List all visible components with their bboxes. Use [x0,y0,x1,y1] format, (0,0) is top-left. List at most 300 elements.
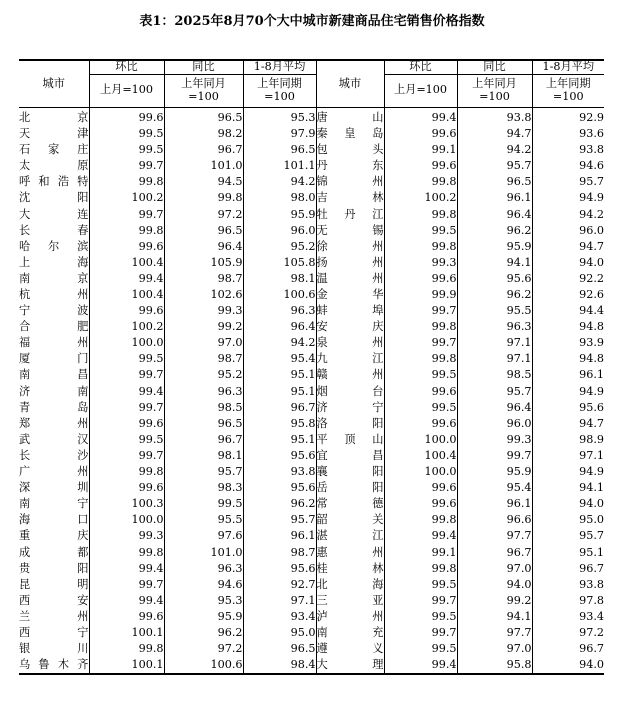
table-row [19,592,604,608]
left-city-cell: 南宁 [19,497,89,511]
left-avg-cell: 95.2 [243,238,316,254]
left-mom-cell: 99.8 [89,464,164,480]
left-avg-cell: 95.1 [243,367,316,383]
left-yoy-cell: 98.3 [164,480,243,496]
right-avg-cell: 94.0 [579,497,604,511]
left-yoy-cell: 95.5 [164,512,243,528]
right-avg-cell: 94.2 [579,207,604,221]
right-avg-cell: 94.8 [579,320,604,334]
right-avg-cell: 94.9 [579,384,604,398]
left-mom-cell: 100.0 [89,335,164,351]
mom-header: 环比 [89,60,164,74]
table-row [19,158,604,174]
left-city-cell: 北京 [19,107,89,126]
table-row [19,512,604,528]
right-mom-cell: 99.8 [384,351,457,367]
table-row [19,528,604,544]
table-row [19,351,604,367]
table-row [19,254,604,270]
left-city-cell: 福州 [19,336,89,350]
left-yoy-cell: 96.4 [164,238,243,254]
table-row [19,480,604,496]
right-yoy-cell: 97.0 [457,560,532,576]
right-mom-cell: 99.6 [384,158,457,174]
right-city-cell: 洛阳 [316,416,384,430]
right-mom-cell: 99.1 [384,544,457,560]
left-mom-cell: 100.1 [89,625,164,641]
right-city-cell: 岳阳 [316,481,384,495]
table-row [19,496,604,512]
city-header: 城市 [19,60,89,107]
right-mom-cell: 99.9 [384,287,457,303]
right-mom-cell: 99.7 [384,625,457,641]
right-mom-cell: 99.5 [384,576,457,592]
left-avg-cell: 98.7 [243,544,316,560]
left-mom-cell: 99.6 [89,480,164,496]
left-city-cell: 杭州 [19,288,89,302]
table-row [19,464,604,480]
right-avg-cell: 92.9 [579,110,604,124]
right-avg-cell: 95.7 [579,529,604,543]
right-mom-cell: 99.6 [384,496,457,512]
table-row [19,270,604,286]
right-city-cell: 大理 [316,657,384,674]
right-yoy-cell: 96.2 [457,287,532,303]
right-city-cell: 泸州 [316,609,384,623]
right-yoy-cell: 97.1 [457,351,532,367]
right-avg-cell: 96.0 [579,223,604,237]
right-avg-cell: 93.4 [579,609,604,623]
right-yoy-cell: 99.7 [457,448,532,464]
left-yoy-cell: 100.6 [164,657,243,674]
left-yoy-cell: 101.0 [164,158,243,174]
right-city-cell: 蚌埠 [316,304,384,318]
left-avg-cell: 96.3 [243,303,316,319]
left-city-cell: 沈阳 [19,191,89,205]
right-yoy-cell: 94.2 [457,142,532,158]
left-city-cell: 乌鲁木齐 [19,657,89,674]
left-yoy-cell: 102.6 [164,287,243,303]
right-city-cell: 北海 [316,577,384,591]
table-row [19,303,604,319]
left-avg-cell: 95.3 [243,107,316,126]
right-avg-cell: 93.8 [579,143,604,157]
right-avg-cell: 98.9 [579,432,604,446]
right-city-cell: 湛江 [316,529,384,543]
left-yoy-cell: 98.7 [164,351,243,367]
avg-base-header: 上年同期=100 [243,74,316,107]
mom-header: 环比 [384,60,457,74]
right-mom-cell: 99.8 [384,206,457,222]
left-yoy-cell: 95.7 [164,464,243,480]
left-city-cell: 郑州 [19,416,89,430]
left-mom-cell: 100.2 [89,319,164,335]
right-yoy-cell: 99.3 [457,431,532,447]
right-mom-cell: 99.7 [384,592,457,608]
mom-base-header: 上月=100 [89,74,164,107]
left-mom-cell: 99.8 [89,174,164,190]
left-yoy-cell: 98.5 [164,399,243,415]
right-avg-cell: 93.9 [579,336,604,350]
right-avg-cell: 95.7 [579,175,604,189]
left-yoy-cell: 95.3 [164,592,243,608]
table-row [19,431,604,447]
yoy-header: 同比 [457,60,532,74]
right-city-cell: 南充 [316,625,384,639]
table-row [19,608,604,624]
right-yoy-cell: 95.8 [457,657,532,674]
right-yoy-cell: 96.4 [457,399,532,415]
left-mom-cell: 99.5 [89,431,164,447]
right-avg-cell: 95.0 [579,513,604,527]
left-mom-cell: 99.8 [89,641,164,657]
right-yoy-cell: 97.7 [457,625,532,641]
left-avg-cell: 95.6 [243,560,316,576]
left-avg-cell: 92.7 [243,576,316,592]
right-yoy-cell: 98.5 [457,367,532,383]
right-city-cell: 温州 [316,271,384,285]
right-mom-cell: 100.0 [384,431,457,447]
left-mom-cell: 100.2 [89,190,164,206]
left-mom-cell: 99.7 [89,399,164,415]
right-city-cell: 安庆 [316,320,384,334]
right-yoy-cell: 94.0 [457,576,532,592]
left-mom-cell: 99.5 [89,142,164,158]
avg-header: 1-8月平均 [532,60,604,74]
right-mom-cell: 99.1 [384,142,457,158]
left-yoy-cell: 98.2 [164,126,243,142]
table-row [19,107,604,126]
left-avg-cell: 95.6 [243,448,316,464]
right-mom-cell: 99.4 [384,528,457,544]
right-avg-cell: 95.6 [579,400,604,414]
left-city-cell: 呼和浩特 [19,175,89,189]
right-city-cell: 济宁 [316,400,384,414]
left-city-cell: 合肥 [19,320,89,334]
table-row [19,641,604,657]
left-mom-cell: 99.6 [89,303,164,319]
price-index-table [19,59,604,675]
right-mom-cell: 99.6 [384,126,457,142]
left-yoy-cell: 94.6 [164,576,243,592]
right-avg-cell: 94.6 [579,159,604,173]
right-avg-cell: 94.4 [579,304,604,318]
left-yoy-cell: 99.5 [164,496,243,512]
table-row [19,544,604,560]
left-avg-cell: 95.4 [243,351,316,367]
left-city-cell: 大连 [19,207,89,221]
right-avg-cell: 94.7 [579,416,604,430]
left-avg-cell: 97.9 [243,126,316,142]
left-mom-cell: 99.6 [89,608,164,624]
mom-base-header: 上月=100 [384,74,457,107]
left-avg-cell: 95.9 [243,206,316,222]
right-city-cell: 无锡 [316,223,384,237]
left-yoy-cell: 97.2 [164,641,243,657]
left-yoy-cell: 96.7 [164,142,243,158]
table-row [19,367,604,383]
left-city-cell: 银川 [19,642,89,656]
left-city-cell: 重庆 [19,529,89,543]
left-avg-cell: 98.0 [243,190,316,206]
right-yoy-cell: 96.1 [457,190,532,206]
left-avg-cell: 95.1 [243,431,316,447]
right-city-cell: 唐山 [316,107,384,126]
right-yoy-cell: 97.7 [457,528,532,544]
left-yoy-cell: 105.9 [164,254,243,270]
left-avg-cell: 95.8 [243,415,316,431]
table-row [19,174,604,190]
right-yoy-cell: 96.5 [457,174,532,190]
table-row [19,448,604,464]
left-city-cell: 西宁 [19,625,89,639]
table-row [19,560,604,576]
left-mom-cell: 99.7 [89,576,164,592]
right-avg-cell: 94.0 [532,657,604,674]
right-avg-cell: 94.1 [579,481,604,495]
right-avg-cell: 97.2 [579,625,604,639]
left-city-cell: 长春 [19,223,89,237]
table-row [19,238,604,254]
table-row [19,399,604,415]
table-row [19,126,604,142]
table-row [19,142,604,158]
right-yoy-cell: 95.9 [457,464,532,480]
left-city-cell: 昆明 [19,577,89,591]
left-mom-cell: 99.5 [89,351,164,367]
right-city-cell: 吉林 [316,191,384,205]
table-row [19,319,604,335]
right-city-cell: 三亚 [316,593,384,607]
left-mom-cell: 99.7 [89,206,164,222]
right-city-cell: 常德 [316,497,384,511]
right-mom-cell: 99.5 [384,367,457,383]
table-row [19,335,604,351]
left-city-cell: 南京 [19,271,89,285]
left-city-cell: 哈尔滨 [19,239,89,253]
left-avg-cell: 94.2 [243,174,316,190]
page-title: 表1：2025年8月70个大中城市新建商品住宅销售价格指数 [139,14,485,29]
right-yoy-cell: 95.9 [457,238,532,254]
right-avg-cell: 96.7 [579,561,604,575]
right-yoy-cell: 96.2 [457,222,532,238]
right-mom-cell: 99.8 [384,560,457,576]
left-mom-cell: 100.1 [89,657,164,674]
left-yoy-cell: 95.9 [164,608,243,624]
right-avg-cell: 94.9 [579,191,604,205]
table-row [19,287,604,303]
left-avg-cell: 105.8 [243,254,316,270]
right-mom-cell: 99.8 [384,174,457,190]
left-city-cell: 兰州 [19,609,89,623]
right-yoy-cell: 97.1 [457,335,532,351]
table-body [19,107,604,674]
left-city-cell: 深圳 [19,481,89,495]
left-city-cell: 宁波 [19,304,89,318]
right-city-cell: 锦州 [316,175,384,189]
right-mom-cell: 100.4 [384,448,457,464]
table-row [19,206,604,222]
right-mom-cell: 99.7 [384,303,457,319]
right-mom-cell: 99.5 [384,222,457,238]
left-mom-cell: 99.7 [89,158,164,174]
right-yoy-cell: 93.8 [457,107,532,126]
right-city-cell: 韶关 [316,513,384,527]
left-yoy-cell: 99.3 [164,303,243,319]
right-mom-cell: 99.4 [384,657,457,674]
right-avg-cell: 93.6 [579,127,604,141]
right-yoy-cell: 94.1 [457,254,532,270]
yoy-header: 同比 [164,60,243,74]
right-city-cell: 扬州 [316,255,384,269]
left-mom-cell: 99.6 [89,238,164,254]
left-mom-cell: 99.4 [89,560,164,576]
right-yoy-cell: 96.7 [457,544,532,560]
right-avg-cell: 97.8 [579,593,604,607]
left-mom-cell: 99.8 [89,222,164,238]
right-mom-cell: 100.0 [384,464,457,480]
left-mom-cell: 99.7 [89,448,164,464]
left-yoy-cell: 96.5 [164,222,243,238]
left-yoy-cell: 96.3 [164,383,243,399]
left-avg-cell: 96.4 [243,319,316,335]
left-mom-cell: 99.4 [89,270,164,286]
right-avg-cell: 92.6 [579,288,604,302]
right-yoy-cell: 95.4 [457,480,532,496]
right-yoy-cell: 99.2 [457,592,532,608]
right-mom-cell: 99.6 [384,270,457,286]
right-mom-cell: 99.4 [384,107,457,126]
right-yoy-cell: 95.6 [457,270,532,286]
right-avg-cell: 94.7 [579,239,604,253]
left-mom-cell: 100.4 [89,287,164,303]
left-avg-cell: 96.0 [243,222,316,238]
avg-base-header: 上年同期=100 [532,74,604,107]
left-mom-cell: 99.6 [89,107,164,126]
left-mom-cell: 99.7 [89,367,164,383]
right-mom-cell: 99.5 [384,608,457,624]
right-city-cell: 丹东 [316,159,384,173]
left-yoy-cell: 98.1 [164,448,243,464]
left-city-cell: 南昌 [19,368,89,382]
right-city-cell: 烟台 [316,384,384,398]
right-avg-cell: 96.7 [579,642,604,656]
left-mom-cell: 100.3 [89,496,164,512]
right-mom-cell: 99.5 [384,641,457,657]
left-yoy-cell: 94.5 [164,174,243,190]
right-avg-cell: 93.8 [579,577,604,591]
left-city-cell: 太原 [19,159,89,173]
table-row [19,415,604,431]
left-city-cell: 成都 [19,545,89,559]
left-mom-cell: 99.4 [89,383,164,399]
right-mom-cell: 99.6 [384,480,457,496]
right-mom-cell: 99.8 [384,238,457,254]
left-mom-cell: 99.5 [89,126,164,142]
left-avg-cell: 95.0 [243,625,316,641]
left-avg-cell: 100.6 [243,287,316,303]
left-mom-cell: 100.4 [89,254,164,270]
right-mom-cell: 99.6 [384,415,457,431]
right-yoy-cell: 95.5 [457,303,532,319]
left-yoy-cell: 96.7 [164,431,243,447]
table-row [19,576,604,592]
right-mom-cell: 100.2 [384,190,457,206]
right-city-cell: 秦皇岛 [316,127,384,141]
left-avg-cell: 95.1 [243,383,316,399]
right-mom-cell: 99.6 [384,383,457,399]
left-avg-cell: 96.2 [243,496,316,512]
left-mom-cell: 99.3 [89,528,164,544]
left-yoy-cell: 97.2 [164,206,243,222]
right-city-cell: 金华 [316,288,384,302]
right-mom-cell: 99.8 [384,319,457,335]
right-avg-cell: 94.9 [579,465,604,479]
left-city-cell: 广州 [19,465,89,479]
left-city-cell: 天津 [19,127,89,141]
left-city-cell: 贵阳 [19,561,89,575]
left-yoy-cell: 96.5 [164,415,243,431]
left-avg-cell: 97.1 [243,592,316,608]
right-city-cell: 桂林 [316,561,384,575]
left-avg-cell: 98.4 [243,657,316,674]
table-row [19,190,604,206]
right-yoy-cell: 94.7 [457,126,532,142]
avg-header: 1-8月平均 [243,60,316,74]
right-city-cell: 牡丹江 [316,207,384,221]
right-avg-cell: 95.1 [579,545,604,559]
left-avg-cell: 95.7 [243,512,316,528]
right-yoy-cell: 96.4 [457,206,532,222]
left-city-cell: 厦门 [19,352,89,366]
right-avg-cell: 96.1 [579,368,604,382]
left-avg-cell: 98.1 [243,270,316,286]
left-mom-cell: 99.6 [89,415,164,431]
left-yoy-cell: 101.0 [164,544,243,560]
left-yoy-cell: 98.7 [164,270,243,286]
right-yoy-cell: 97.0 [457,641,532,657]
left-city-cell: 石家庄 [19,143,89,157]
right-city-cell: 平顶山 [316,432,384,446]
left-city-cell: 海口 [19,513,89,527]
left-avg-cell: 96.1 [243,528,316,544]
yoy-base-header: 上年同月=100 [164,74,243,107]
left-avg-cell: 101.1 [243,158,316,174]
right-yoy-cell: 96.0 [457,415,532,431]
right-mom-cell: 99.8 [384,512,457,528]
right-yoy-cell: 96.3 [457,319,532,335]
table-row [19,383,604,399]
right-mom-cell: 99.3 [384,254,457,270]
right-city-cell: 包头 [316,143,384,157]
right-avg-cell: 97.1 [579,448,604,462]
right-mom-cell: 99.7 [384,335,457,351]
left-mom-cell: 100.0 [89,512,164,528]
right-city-cell: 泉州 [316,336,384,350]
left-yoy-cell: 97.6 [164,528,243,544]
right-avg-cell: 94.8 [579,352,604,366]
left-yoy-cell: 97.0 [164,335,243,351]
left-avg-cell: 96.7 [243,399,316,415]
left-avg-cell: 95.6 [243,480,316,496]
yoy-base-header: 上年同月=100 [457,74,532,107]
left-city-cell: 长沙 [19,448,89,462]
right-city-cell: 九江 [316,352,384,366]
left-avg-cell: 96.5 [243,142,316,158]
table-row [19,625,604,641]
right-city-cell: 惠州 [316,545,384,559]
left-city-cell: 青岛 [19,400,89,414]
